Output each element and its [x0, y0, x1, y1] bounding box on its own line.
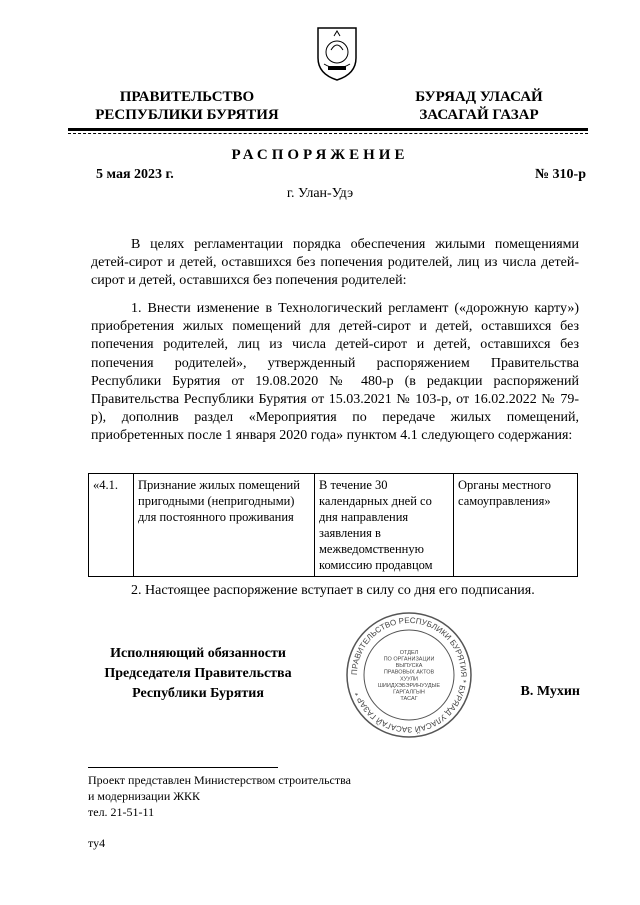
header-left-line2: РЕСПУБЛИКИ БУРЯТИЯ: [95, 107, 279, 123]
footer-divider: [88, 767, 278, 768]
document-title: РАСПОРЯЖЕНИЕ: [231, 147, 409, 163]
footer-line2: и модернизации ЖКК: [88, 789, 201, 803]
footer-note: [88, 772, 351, 820]
paragraph-item-1: 1. Внести изменение в Технологический регламент («дорожную карту») приобретения жилых помещений для детей-сирот и детей, оставшихся без попечения родителей, лиц из числа детей-сирот и детей, оставшихся без попечения родителей», утвержденный распоряжением Правительства Республики Бурятия от 19.08.2020 № 480-р (в редакции распоряжений Правительства Республики Бурятия от 15.03.2021 № 103-р, от 16.02.2022 № 79-р), дополнив раздел «Мероприятия по передаче жилых помещений, приобретенных после 1 января 2020 года» пунктом 4.1 следующего содержания:: [91, 301, 579, 444]
stamp-center-line: ГАРГАЛГЫН: [393, 689, 425, 696]
stamp-center-line: ПО ОРГАНИЗАЦИИ: [383, 656, 435, 663]
table-cell-term: В течение 30 календарных дней со дня направления заявления в межведомственную комиссию продавцом: [315, 474, 454, 577]
stamp-center-line: ТАСАГ: [400, 696, 418, 703]
header-divider-thick: [68, 128, 588, 131]
header-right-line1: БУРЯАД УЛАСАЙ: [415, 89, 543, 105]
table-cell-action: Признание жилых помещений пригодными (непригодными) для постоянного проживания: [134, 474, 315, 577]
coat-of-arms-emblem: [314, 22, 360, 82]
stamp-ring-text: ПРАВИТЕЛЬСТВО РЕСПУБЛИКИ БУРЯТИЯ * БУРЯАД УЛАСАЙ ЗАСАГАЙ ГАЗАР *: [349, 615, 469, 735]
stamp-center-line: ПРАВОВЫХ АКТОВ: [383, 669, 435, 676]
document-city: г. Улан-Удэ: [286, 186, 354, 201]
footer-phone: тел. 21-51-11: [88, 805, 155, 819]
table-cell-number: «4.1.: [89, 474, 134, 577]
regulation-table: [88, 473, 578, 577]
signatory-name: В. Мухин: [520, 684, 580, 699]
document-number: № 310-р: [534, 167, 586, 182]
signature-line2: Председателя Правительства: [104, 666, 292, 681]
table-cell-responsible: Органы местного самоуправления»: [454, 474, 578, 577]
stamp-center-line: ХУУЛИ: [399, 676, 419, 683]
signature-block: [88, 644, 308, 704]
footer-line1: Проект представлен Министерством строительства: [88, 773, 351, 787]
header-divider-thin: [68, 133, 588, 134]
official-stamp: [344, 610, 474, 740]
stamp-center-line: ШИИДХЭБЭРИНУУДЫЕ: [377, 682, 441, 689]
header-left-line1: ПРАВИТЕЛЬСТВО: [119, 89, 255, 105]
signature-line1: Исполняющий обязанности: [110, 646, 286, 661]
table-row: [89, 474, 578, 577]
stamp-center-line: ВЫПУСКА: [395, 663, 423, 670]
document-date: 5 мая 2023 г.: [96, 167, 174, 182]
stamp-center-line: ОТДЕЛ: [399, 649, 419, 656]
document-code: ту4: [88, 836, 106, 850]
paragraph-item-2: 2. Настоящее распоряжение вступает в силу со дня его подписания.: [131, 583, 535, 598]
header-right-line2: ЗАСАГАЙ ГАЗАР: [419, 107, 539, 123]
signature-line3: Республики Бурятия: [132, 686, 264, 701]
paragraph-preamble: В целях регламентации порядка обеспечения жилыми помещениями детей-сирот и детей, оставшихся без попечения родителей, лиц из числа детей-сирот и детей, оставшихся без попечения родителей:: [91, 237, 579, 289]
header-left: [92, 88, 282, 124]
header-right: [404, 88, 554, 124]
